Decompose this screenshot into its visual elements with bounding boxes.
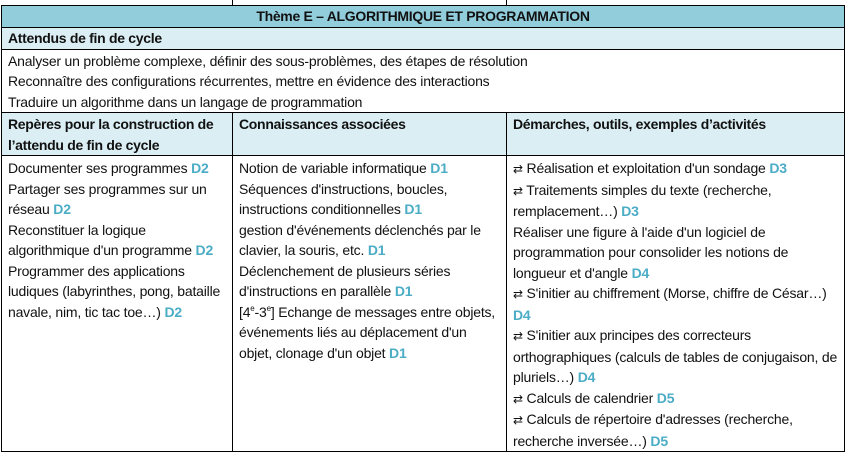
domain-tag: D3 [769, 160, 787, 176]
exchange-arrows-icon: ⇄ [513, 329, 523, 343]
demarche-item [513, 409, 838, 451]
level-prefix: [4e-3e] [239, 303, 279, 320]
curriculum-table-sheet [1, 0, 844, 449]
content-row [2, 156, 845, 452]
demarche-text: Réalisation et exploitation d'un sondage [522, 160, 770, 176]
repere-item [8, 179, 226, 220]
domain-tag: D2 [53, 201, 71, 217]
domain-tag: D3 [621, 203, 639, 219]
demarche-item [513, 158, 838, 180]
demarche-text: Calculs de répertoire d'adresses (recherche, recherche inversée…) [513, 411, 793, 449]
domain-tag: D4 [631, 264, 650, 281]
domain-tag: D1 [389, 344, 407, 361]
domain-tag: D4 [513, 306, 531, 323]
column-header-demarches: Démarches, outils, exemples d’activités [507, 113, 845, 156]
theme-title-row [2, 6, 845, 28]
demarche-text: S'initier aux principes des correcteurs orthographiques (calculs de tables de conjugaison, de pluriels…) [513, 327, 838, 385]
connaissance-item [239, 261, 500, 302]
demarche-text: Traitements simples du texte (recherche, remplacement…) [513, 181, 772, 219]
attendus-heading-row [2, 28, 845, 50]
repere-text: Reconstituer la logique algorithmique d'un programme [8, 221, 196, 258]
connaissance-item [239, 179, 500, 220]
connaissance-text: Notion de variable informatique [239, 160, 431, 176]
connaissance-text: gestion d'événements déclenchés par le clavier, la souris, etc. [239, 221, 481, 258]
domain-tag: D2 [195, 242, 214, 258]
repere-text: Documenter ses programmes [8, 160, 192, 176]
demarche-item [513, 283, 838, 325]
demarche-item [513, 180, 838, 222]
exchange-arrows-icon: ⇄ [513, 287, 523, 301]
theme-title: Thème E – ALGORITHMIQUE ET PROGRAMMATION [2, 6, 845, 28]
repere-text: Programmer des applications ludiques (labyrinthes, pong, bataille navale, nim, tic tac toe…) [8, 262, 221, 320]
demarche-item [513, 388, 838, 410]
exchange-arrows-icon: ⇄ [513, 183, 523, 198]
attendu-item: Analyser un problème complexe, définir des sous-problèmes, des étapes de résolution [8, 52, 528, 69]
demarche-text: Réaliser une figure à l'aide d'un logiciel de programmation pour consolider les notions de longueur et d'angle [513, 223, 789, 281]
demarches-cell [507, 156, 845, 452]
column-header-row [2, 113, 845, 156]
attendus-heading: Attendus de fin de cycle [2, 28, 845, 50]
domain-tag: D4 [577, 369, 596, 385]
repere-text: Partager ses programmes sur un réseau [8, 180, 207, 217]
connaissance-text: Echange de messages entre objets, événements liés au déplacement d'un objet, clonage d'un objet [239, 303, 495, 361]
exchange-arrows-icon: ⇄ [513, 162, 523, 176]
connaissances-cell [233, 156, 507, 452]
domain-tag: D2 [164, 303, 182, 320]
exchange-arrows-icon: ⇄ [513, 413, 523, 427]
demarche-item [513, 222, 838, 284]
domain-tag: D5 [656, 389, 675, 406]
connaissance-text: Séquences d'instructions, boucles, instructions conditionnelles [239, 180, 448, 217]
domain-tag: D1 [367, 242, 386, 258]
column-header-reperes: Repères pour la construction de l’attendu de fin de cycle [2, 113, 233, 156]
connaissance-text: Déclenchement de plusieurs séries d'instructions en parallèle [239, 262, 451, 299]
column-header-connaissances: Connaissances associées [233, 113, 507, 156]
repere-item [8, 158, 226, 179]
repere-item [8, 220, 226, 261]
domain-tag: D1 [430, 160, 448, 176]
domain-tag: D5 [650, 432, 668, 449]
connaissance-item [239, 302, 500, 364]
connaissance-item [239, 220, 500, 261]
domain-tag: D1 [404, 201, 422, 217]
attendus-list [2, 49, 845, 113]
demarche-text: S'initier au chiffrement (Morse, chiffre de César…) [522, 285, 827, 301]
repere-item [8, 261, 226, 323]
reperes-cell [2, 156, 233, 452]
attendu-item: Reconnaître des configurations récurrentes, mettre en évidence des interactions [8, 73, 490, 89]
domain-tag: D2 [191, 160, 209, 176]
demarche-text: Calculs de calendrier [522, 389, 657, 406]
exchange-arrows-icon: ⇄ [513, 391, 523, 406]
demarche-item [513, 325, 838, 388]
curriculum-table [1, 5, 845, 452]
attendus-row [2, 49, 845, 113]
domain-tag: D1 [394, 283, 413, 299]
attendu-item: Traduire un algorithme dans un langage de programmation [8, 93, 363, 110]
connaissance-item [239, 158, 500, 179]
